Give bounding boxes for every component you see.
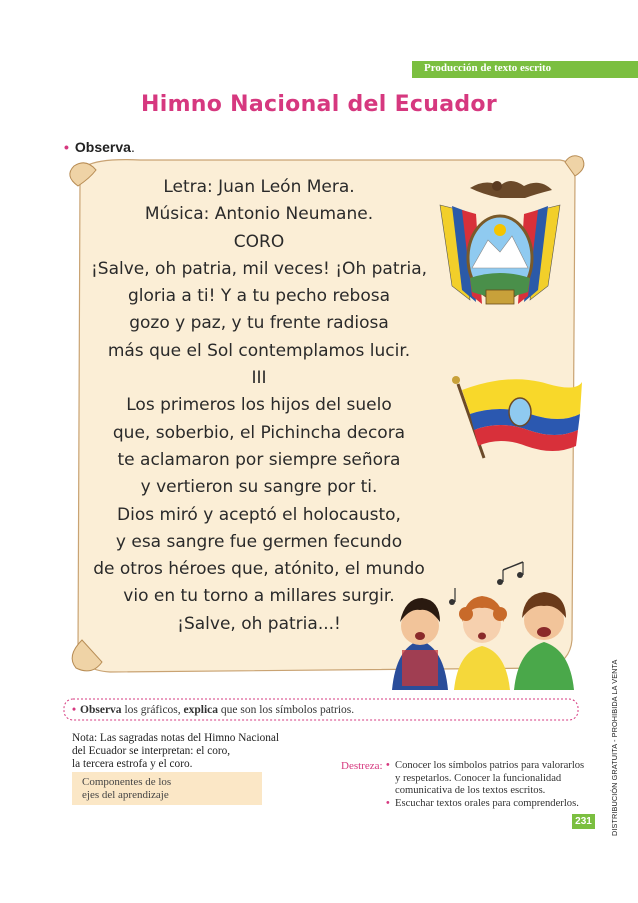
observa-prompt (64, 139, 135, 155)
poem-line: y vertieron su sangre por ti. (140, 477, 378, 498)
componentes-line: Componentes de los (82, 776, 172, 788)
poem-line: Letra: Juan León Mera. (163, 177, 355, 197)
nota-line: la tercera estrofa y el coro. (72, 758, 193, 770)
destreza-item-text: Escuchar textos orales para comprenderlos. (395, 797, 579, 809)
section-label: Producción de texto escrito (424, 62, 552, 74)
poem-line: de otros héroes que, atónito, el mundo (93, 559, 425, 580)
poem-line: que, soberbio, el Pichincha decora (112, 422, 406, 443)
poem-line: gloria a ti! Y a tu pecho rebosa (127, 286, 391, 307)
componentes-box (72, 772, 262, 805)
nota-line: Nota: Las sagradas notas del Himno Nacional (72, 732, 280, 744)
destreza-item (386, 760, 586, 798)
componentes-line: ejes del aprendizaje (82, 789, 169, 801)
poem-line: gozo y paz, y tu frente radiosa (129, 313, 389, 334)
nota-line: del Ecuador se interpretan: el coro, (72, 745, 231, 757)
instruction-t2: que son los símbolos patrios. (218, 704, 355, 716)
poem-line: Los primeros los hijos del suelo (126, 395, 392, 416)
poem-line: y esa sangre fue germen fecundo (115, 531, 403, 552)
bullet-icon: • (386, 797, 390, 809)
observa-bold: Observa (74, 139, 131, 155)
poem-line: vio en tu torno a millares surgir. (123, 586, 395, 607)
destreza-item (386, 798, 586, 811)
bullet-icon: • (386, 760, 390, 771)
observa-rest: . (130, 139, 135, 155)
page-number: 231 (572, 814, 595, 829)
poem-line: ¡Salve, oh patria...! (177, 613, 341, 634)
distribution-notice: DISTRIBUCIÓN GRATUITA - PROHIBIDA LA VENTA (610, 659, 619, 836)
destreza-list (386, 760, 586, 810)
page-title: Himno Nacional del Ecuador (141, 92, 497, 117)
destreza-label: Destreza: (341, 760, 383, 772)
instruction-explica: explica (183, 704, 219, 716)
instruction-observa: Observa (80, 704, 122, 716)
poem-line: Dios miró y aceptó el holocausto, (117, 504, 401, 525)
poem-line: ¡Salve, oh patria, mil veces! ¡Oh patria, (90, 258, 428, 279)
destreza-item-text: Conocer los símbolos patrios para valorarlos y respetarlos. Conocer la funcionalidad comunicativa de los textos escritos. (395, 760, 585, 797)
poem-line: Música: Antonio Neumane. (144, 204, 374, 225)
poem-line: te aclamaron por siempre señora (117, 449, 401, 470)
poem-line: CORO (233, 231, 285, 252)
componentes-label (82, 776, 171, 802)
nota-text (72, 732, 302, 771)
bullet-icon: • (72, 704, 77, 716)
section-header-bar (412, 61, 638, 78)
anthem-text (66, 174, 452, 638)
instruction-text (72, 704, 354, 716)
bullet-icon: • (64, 139, 69, 155)
poem-line: III (251, 368, 267, 389)
instruction-t1: los gráficos, (121, 704, 184, 716)
poem-line: más que el Sol contemplamos lucir. (107, 340, 411, 361)
